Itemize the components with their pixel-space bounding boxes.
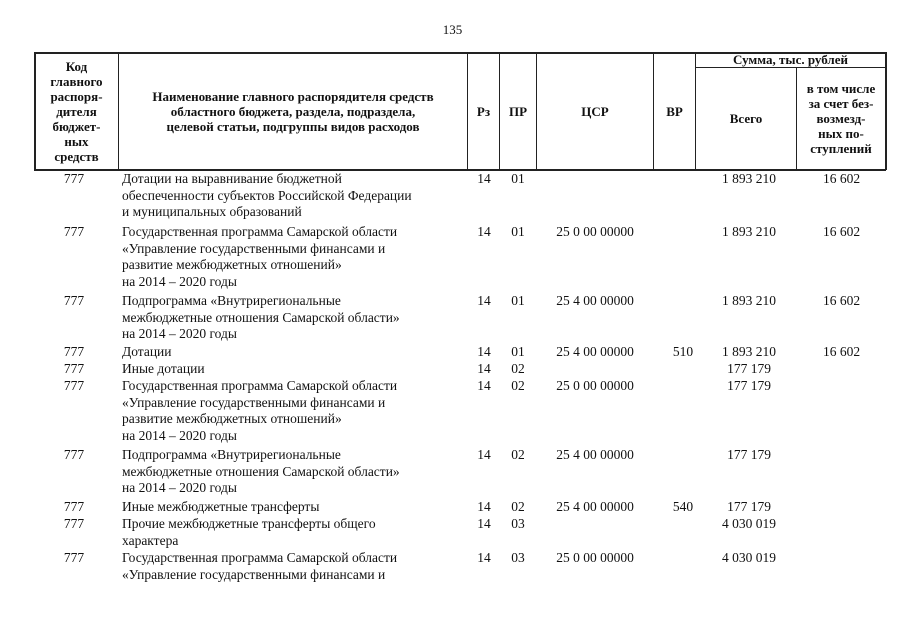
cell-csr: 25 4 00 00000 bbox=[556, 344, 634, 359]
cell-free: 16 602 bbox=[822, 171, 861, 186]
cell-code: 777 bbox=[63, 499, 85, 514]
header-total: Всего bbox=[729, 111, 763, 126]
cell-name: Прочие межбюджетные трансферты общего характера bbox=[122, 516, 376, 548]
cell-free: 16 602 bbox=[822, 224, 861, 239]
cell-rz: 14 bbox=[477, 516, 491, 531]
cell-rz: 14 bbox=[477, 550, 491, 565]
cell-rz: 14 bbox=[477, 499, 491, 514]
cell-pr: 01 bbox=[511, 293, 525, 308]
cell-code: 777 bbox=[63, 550, 85, 565]
cell-total: 1 893 210 bbox=[722, 171, 776, 186]
cell-name: Подпрограмма «Внутрирегиональные межбюджетные отношения Самарской области» на 2014 – 2020 годы bbox=[122, 293, 400, 341]
cell-name: Государственная программа Самарской области «Управление государственными финансами и bbox=[122, 550, 398, 582]
cell-name: Дотации bbox=[122, 344, 172, 359]
header-rz: Рз bbox=[476, 103, 491, 119]
cell-csr: 25 0 00 00000 bbox=[556, 550, 634, 565]
cell-total: 177 179 bbox=[727, 378, 771, 393]
cell-total: 177 179 bbox=[727, 447, 771, 462]
cell-free: 16 602 bbox=[822, 344, 861, 359]
cell-name: Государственная программа Самарской области «Управление государственными финансами и развитие межбюджетных отношений» на 2014 – 2020 годы bbox=[122, 224, 398, 289]
cell-code: 777 bbox=[63, 224, 85, 239]
cell-total: 177 179 bbox=[727, 361, 771, 376]
cell-code: 777 bbox=[63, 171, 85, 186]
cell-pr: 01 bbox=[511, 344, 525, 359]
cell-csr: 25 0 00 00000 bbox=[556, 224, 634, 239]
cell-rz: 14 bbox=[477, 378, 491, 393]
header-name: Наименование главного распорядителя средств областного бюджета, раздела, подраздела, целевой статьи, подгруппы видов расходов bbox=[152, 88, 434, 134]
cell-name: Иные дотации bbox=[122, 361, 205, 376]
header-free: в том числе за счет без- возмезд- ных по- ступлений bbox=[806, 81, 876, 156]
cell-code: 777 bbox=[63, 447, 85, 462]
table-header bbox=[34, 52, 886, 170]
header-pr: ПР bbox=[508, 103, 528, 119]
cell-pr: 01 bbox=[511, 224, 525, 239]
header-code: Код главного распоря- дителя бюджет- ных средств bbox=[50, 58, 103, 164]
cell-free: 16 602 bbox=[822, 293, 861, 308]
cell-pr: 02 bbox=[511, 378, 525, 393]
cell-pr: 02 bbox=[511, 447, 525, 462]
cell-name: Иные межбюджетные трансферты bbox=[122, 499, 320, 514]
cell-total: 4 030 019 bbox=[722, 550, 776, 565]
page-number: 135 bbox=[442, 22, 463, 37]
cell-rz: 14 bbox=[477, 293, 491, 308]
cell-rz: 14 bbox=[477, 224, 491, 239]
cell-pr: 03 bbox=[511, 550, 525, 565]
cell-code: 777 bbox=[63, 378, 85, 393]
cell-csr: 25 4 00 00000 bbox=[556, 293, 634, 308]
cell-total: 1 893 210 bbox=[722, 344, 776, 359]
cell-rz: 14 bbox=[477, 171, 491, 186]
cell-csr: 25 0 00 00000 bbox=[556, 378, 634, 393]
cell-rz: 14 bbox=[477, 344, 491, 359]
cell-pr: 02 bbox=[511, 499, 525, 514]
cell-code: 777 bbox=[63, 344, 85, 359]
cell-vr: 540 bbox=[672, 499, 694, 514]
header-csr: ЦСР bbox=[581, 103, 609, 119]
cell-rz: 14 bbox=[477, 447, 491, 462]
cell-name: Подпрограмма «Внутрирегиональные межбюджетные отношения Самарской области» на 2014 – 2020 годы bbox=[122, 447, 400, 495]
cell-code: 777 bbox=[63, 516, 85, 531]
cell-code: 777 bbox=[63, 293, 85, 308]
cell-pr: 01 bbox=[511, 171, 525, 186]
cell-total: 1 893 210 bbox=[722, 224, 776, 239]
cell-csr: 25 4 00 00000 bbox=[556, 499, 634, 514]
cell-vr: 510 bbox=[672, 344, 694, 359]
cell-pr: 03 bbox=[511, 516, 525, 531]
cell-total: 177 179 bbox=[727, 499, 771, 514]
cell-pr: 02 bbox=[511, 361, 525, 376]
header-vr: ВР bbox=[666, 103, 683, 119]
cell-csr: 25 4 00 00000 bbox=[556, 447, 634, 462]
cell-total: 1 893 210 bbox=[722, 293, 776, 308]
cell-name: Дотации на выравнивание бюджетной обеспеченности субъектов Российской Федерации и муниципальных образований bbox=[122, 171, 412, 219]
cell-rz: 14 bbox=[477, 361, 491, 376]
header-sum: Сумма, тыс. рублей bbox=[733, 52, 848, 67]
cell-name: Государственная программа Самарской области «Управление государственными финансами и развитие межбюджетных отношений» на 2014 – 2020 годы bbox=[122, 378, 398, 443]
header-right-border bbox=[885, 52, 887, 170]
cell-total: 4 030 019 bbox=[722, 516, 776, 531]
cell-code: 777 bbox=[63, 361, 85, 376]
